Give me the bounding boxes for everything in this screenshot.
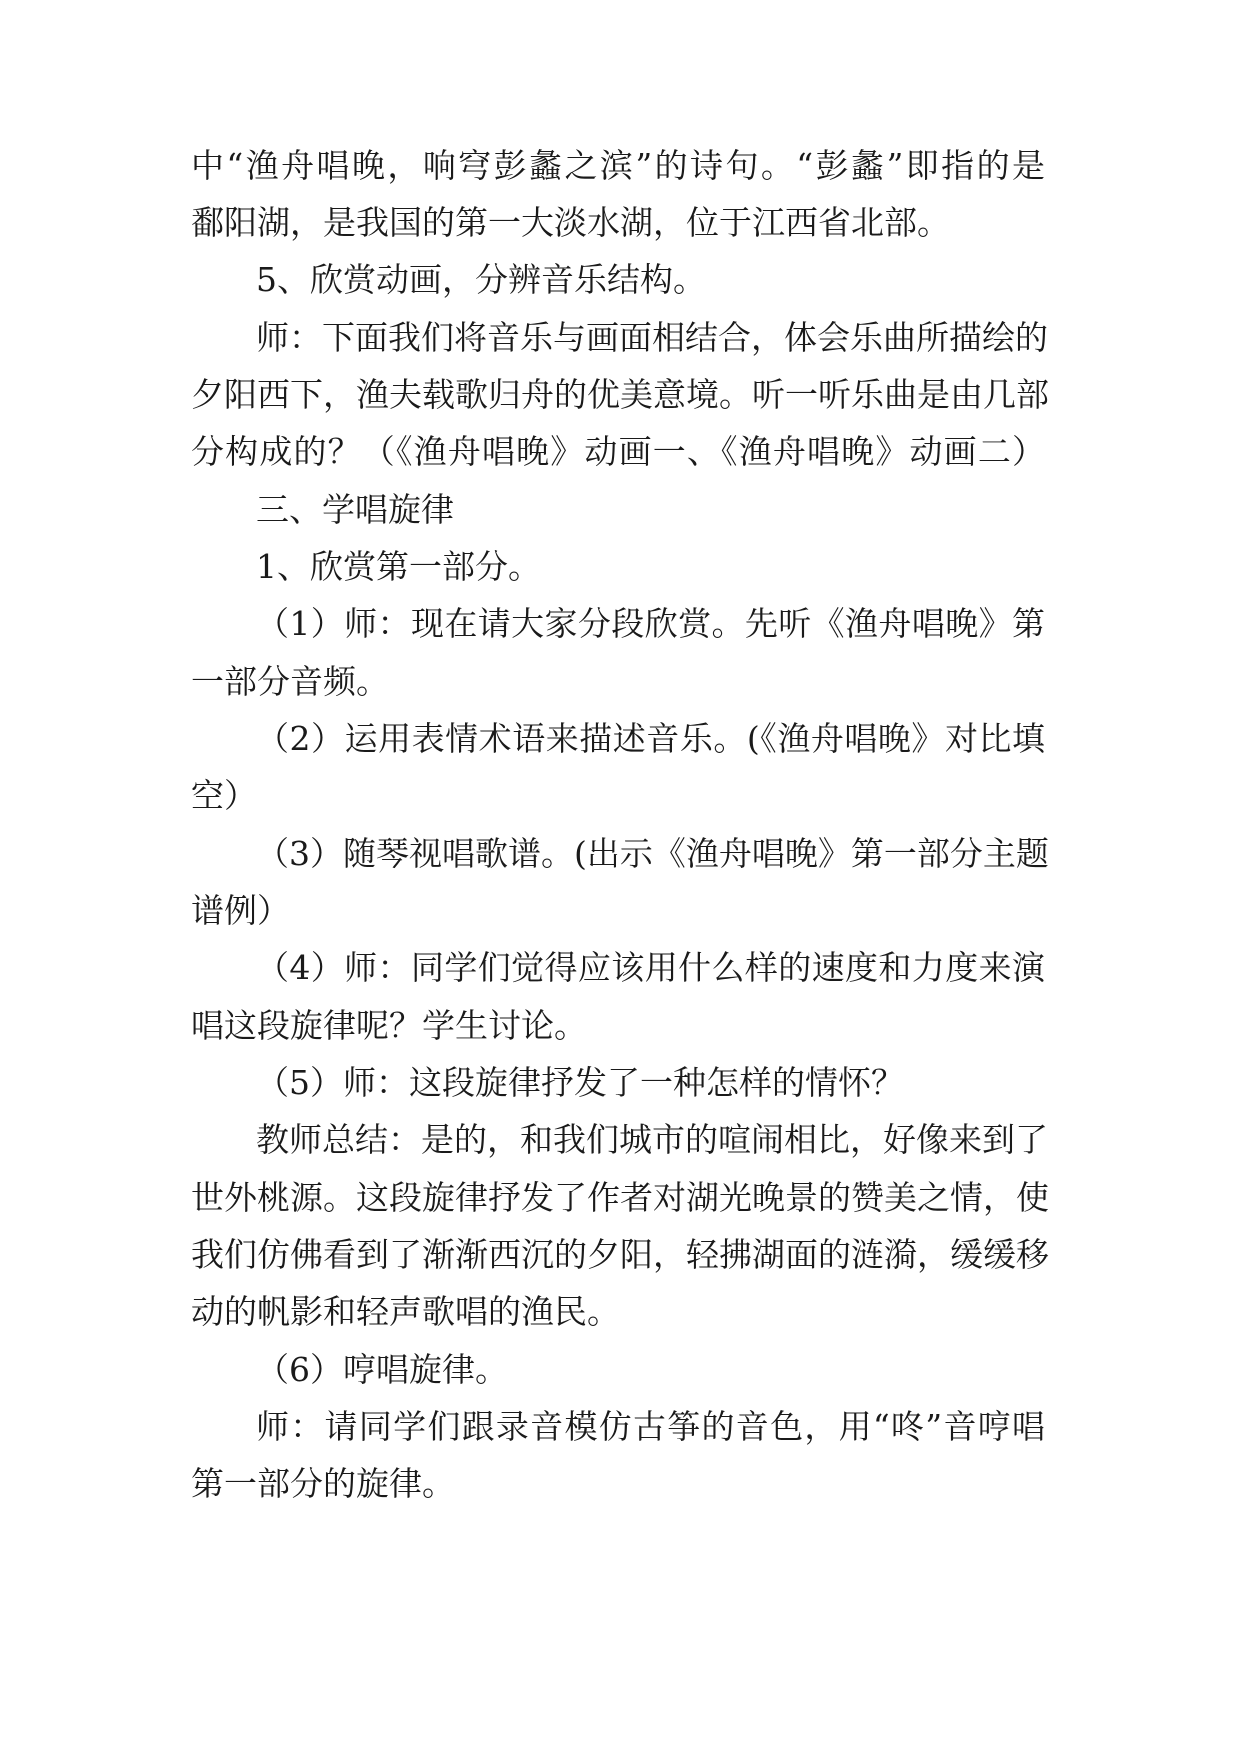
text-line: 一部分音频。 [191,662,389,701]
text-line: 动的帆影和轻声歌唱的渔民。 [191,1292,620,1331]
text-line: 夕阳西下，渔夫载歌归舟的优美意境。听一听乐曲是由几部 [191,375,1049,414]
text-line: （2）运用表情术语来描述音乐。(《渔舟唱晚》对比填 [256,719,1045,758]
text-line: 分构成的？（《渔舟唱晚》动画一、《渔舟唱晚》动画二） [191,432,1045,471]
text-line: 鄱阳湖，是我国的第一大淡水湖，位于江西省北部。 [191,203,950,242]
text-line: 我们仿佛看到了渐渐西沉的夕阳，轻拂湖面的涟漪，缓缓移 [191,1235,1049,1274]
text-line: 中“渔舟唱晚，响穹彭蠡之滨”的诗句。“彭蠡”即指的是 [191,146,1045,185]
text-line: 第一部分的旋律。 [191,1464,455,1503]
text-line: 世外桃源。这段旋律抒发了作者对湖光晚景的赞美之情，使 [191,1178,1049,1217]
text-line: 师：下面我们将音乐与画面相结合，体会乐曲所描绘的 [256,318,1048,357]
text-line: 谱例） [191,891,290,930]
section-heading: 三、学唱旋律 [256,490,454,529]
text-line: （6）哼唱旋律。 [256,1350,508,1389]
text-line: 1、欣赏第一部分。 [256,547,541,586]
text-line: 教师总结：是的，和我们城市的喧闹相比，好像来到了 [256,1120,1048,1159]
text-line: （3）随琴视唱歌谱。(出示《渔舟唱晚》第一部分主题 [256,834,1049,873]
text-line: （1）师：现在请大家分段欣赏。先听《渔舟唱晚》第 [256,604,1045,643]
text-line: 唱这段旋律呢？学生讨论。 [191,1006,587,1045]
text-line: （5）师：这段旋律抒发了一种怎样的情怀？ [256,1063,904,1102]
text-line: 师：请同学们跟录音模仿古筝的音色，用“咚”音哼唱 [256,1407,1045,1446]
text-line: （4）师：同学们觉得应该用什么样的速度和力度来演 [256,948,1045,987]
text-line: 空） [191,776,257,815]
text-line: 5、欣赏动画，分辨音乐结构。 [256,260,706,299]
